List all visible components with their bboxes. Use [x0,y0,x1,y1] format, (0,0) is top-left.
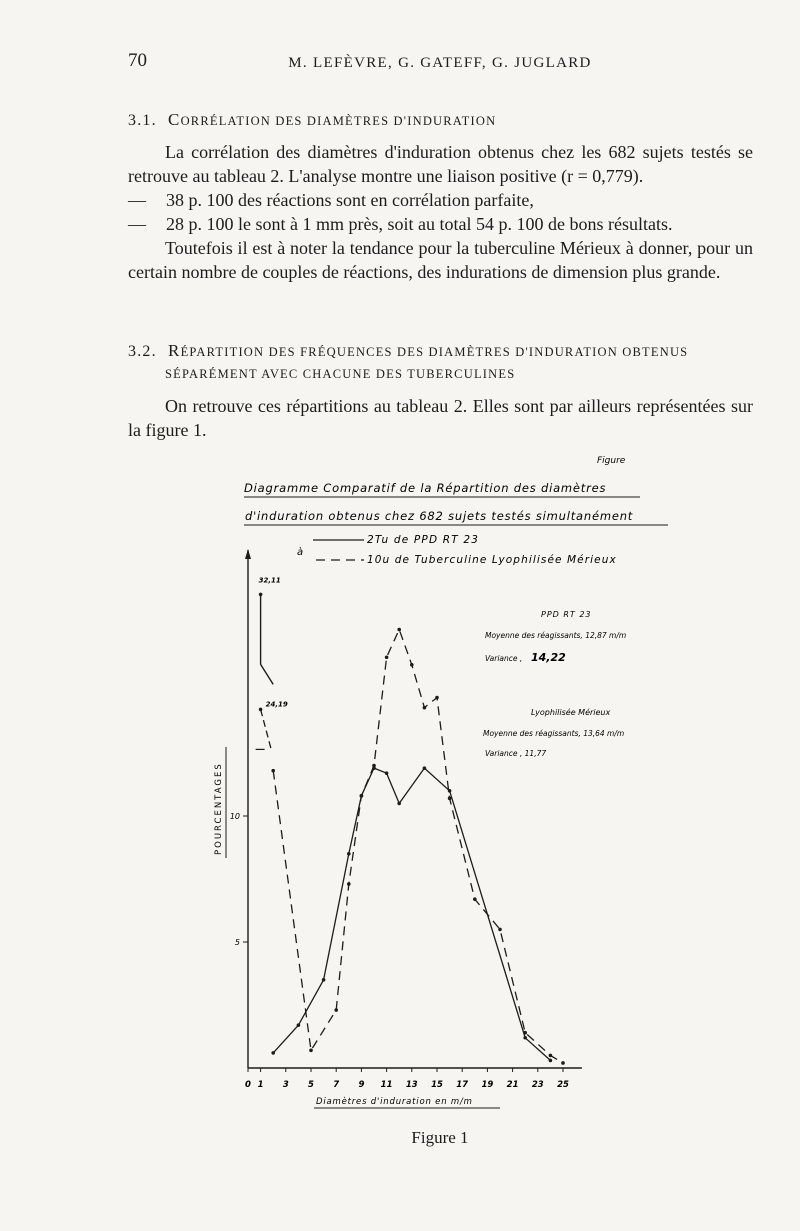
x-tick-label: 13 [405,1080,418,1090]
stats-merieux-title: Lyophilisée Mérieux [531,708,611,717]
series-merieux-point [334,1008,338,1012]
stats-ppd-variance-value: 14,22 [531,651,566,664]
running-head: M. LEFÈVRE, G. GATEFF, G. JUGLARD [288,55,592,71]
x-axis-title: Diamètres d'induration en m/m [316,1097,473,1107]
paragraph: Toutefois il est à noter la tendance pour la tuberculine Mérieux à donner, pour un certain nombre de couples de réactions, des indurations de dimension plus grande. [128,238,753,282]
x-tick-label: 15 [431,1080,443,1090]
y-axis-arrow [245,549,251,559]
x-tick-label: 21 [506,1080,519,1090]
figure-corner-label: Figure [597,456,626,466]
section-number: 3.1. [128,112,157,129]
annotation-24-19: 24,19 [265,700,288,709]
paragraph: La corrélation des diamètres d'induration obtenus chez les 682 sujets testés se retrouve au tableau 2. L'analyse montre une liaison positive (r = 0,779). [128,142,753,186]
x-tick-label: 1 [257,1080,264,1090]
chart-marks [256,576,565,1064]
stats-ppd-title: PPD RT 23 [541,610,592,619]
series-ppd-point [385,771,389,775]
x-tick-label: 7 [333,1080,340,1090]
series-merieux-point [397,628,401,632]
x-tick-label: 11 [380,1080,393,1090]
legend-a-mark: à [297,547,304,558]
stats-ppd-variance-label: Variance , [485,654,523,663]
series-ppd-offscale-segment [261,664,274,684]
series-ppd-offscale-point [259,593,263,597]
series-merieux-line [273,630,563,1064]
series-merieux-point [549,1054,553,1058]
section-title: ORRÉLATION DES DIAMÈTRES D'INDURATION [180,114,497,128]
figure-caption: Figure 1 [411,1128,469,1147]
series-merieux-point [498,928,502,932]
section-title-line2: SÉPARÉMENT AVEC CHACUNE DES TUBERCULINES [165,367,516,381]
series-merieux-offscale-point [259,708,263,712]
section-title-initial: R [168,341,181,360]
series-merieux-point [523,1031,527,1035]
series-merieux-point [423,706,427,710]
x-tick-label: 0 [245,1080,251,1090]
series-ppd-point [397,802,401,806]
series-ppd-point [271,1051,275,1055]
series-merieux-point [360,794,364,798]
series-merieux-point [385,655,389,659]
paragraph: On retrouve ces répartitions au tableau 2. Elles sont par ailleurs représentées sur la figure 1. [128,396,753,440]
x-tick-label: 23 [531,1080,544,1090]
stats-merieux-variance: Variance , 11,77 [485,749,547,758]
y-axis-title: POURCENTAGES [214,762,224,855]
x-tick-label: 9 [358,1080,365,1090]
page-number: 70 [128,50,147,71]
x-tick-label: 25 [557,1080,569,1090]
series-merieux-point [410,663,414,667]
stats-ppd-mean: Moyenne des réagissants, 12,87 m/m [485,631,627,640]
series-ppd-point [297,1023,301,1027]
y-tick-label: 5 [234,938,240,947]
series-merieux-offscale-segment [261,709,272,749]
series-merieux-point [347,882,351,886]
series-merieux-point [372,764,376,768]
x-tick-label: 3 [282,1080,289,1090]
series-ppd-point [523,1036,527,1040]
series-merieux-point [448,797,452,801]
section-title-initial: C [168,110,181,129]
series-ppd-point [549,1059,553,1063]
legend-label-ppd: 2Tu de PPD RT 23 [367,534,480,546]
y-tick-label: 10 [229,812,240,821]
series-ppd-point [423,766,427,770]
list-item-text: 28 p. 100 le sont à 1 mm près, soit au total 54 p. 100 de bons résultats. [166,214,673,234]
x-tick-label: 5 [308,1080,314,1090]
x-tick-label: 19 [481,1080,494,1090]
series-ppd-point [347,852,351,856]
x-tick-label: 17 [456,1080,469,1090]
series-merieux-point [473,897,477,901]
legend-label-merieux: 10u de Tuberculine Lyophilisée Mérieux [367,554,617,566]
list-item-text: 38 p. 100 des réactions sont en corrélation parfaite, [166,190,534,210]
series-ppd-point [322,978,326,982]
series-merieux-point [435,696,439,700]
series-ppd-line [273,768,550,1060]
stats-merieux-mean: Moyenne des réagissants, 13,64 m/m [483,729,625,738]
section-number: 3.2. [128,343,157,360]
annotation-32-11: 32,11 [258,576,281,585]
section-title: ÉPARTITION DES FRÉQUENCES DES DIAMÈTRES D'INDURATION OBTENUS [180,345,689,359]
chart-title-line2: d'induration obtenus chez 682 sujets testés simultanément [245,509,634,523]
list-dash: — [128,190,146,210]
series-merieux-point [561,1061,565,1065]
series-merieux-point [309,1049,313,1053]
list-dash: — [128,214,146,234]
series-merieux-point [271,769,275,773]
chart-title-line1: Diagramme Comparatif de la Répartition des diamètres [244,481,607,495]
